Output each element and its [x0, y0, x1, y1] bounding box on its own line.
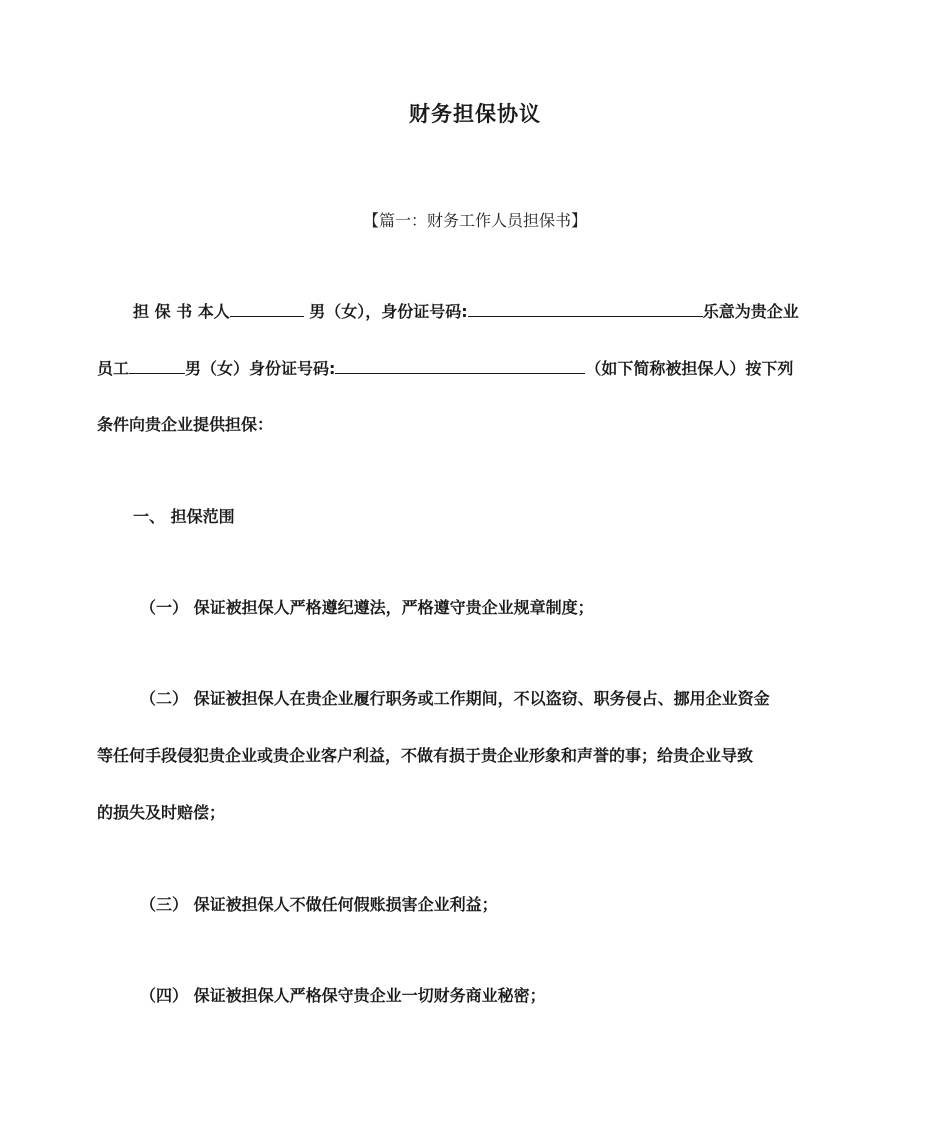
intro-line2-suffix: （如下简称被担保人）按下列	[585, 359, 794, 378]
intro-line-1	[133, 300, 853, 323]
intro-line1-mid: 男（女），身份证号码:	[303, 302, 468, 321]
section-heading-scope: 一、 担保范围	[133, 507, 235, 526]
employee-id-blank	[335, 357, 585, 374]
item-2-line-1: （二） 保证被担保人在贵企业履行职务或工作期间，不以盗窃、职务侵占、挪用企业资金	[140, 689, 770, 708]
intro-line-3: 条件向贵企业提供担保：	[97, 415, 274, 434]
document-title: 财务担保协议	[409, 102, 541, 126]
id-number-blank	[468, 300, 703, 317]
item-3: （三） 保证被担保人不做任何假账损害企业利益；	[140, 895, 498, 914]
document-subtitle: 【篇一：财务工作人员担保书】	[362, 211, 587, 230]
item-2-line-2: 等任何手段侵犯贵企业或贵企业客户利益，不做有损于贵企业形象和声誉的事；给贵企业导致	[97, 746, 754, 765]
intro-line2-prefix: 员工	[97, 359, 130, 378]
item-2-line-3: 的损失及时赔偿；	[97, 803, 226, 822]
intro-line1-prefix: 担 保 书 本人	[133, 302, 230, 321]
item-1: （一） 保证被担保人严格遵纪遵法，严格遵守贵企业规章制度；	[140, 598, 594, 617]
name-blank	[230, 300, 304, 317]
intro-line-2	[97, 357, 853, 380]
item-4: （四） 保证被担保人严格保守贵企业一切财务商业秘密；	[140, 986, 546, 1005]
intro-line1-suffix: 乐意为贵企业	[702, 302, 799, 321]
intro-line2-mid: 男（女）身份证号码:	[185, 359, 336, 378]
employee-name-blank	[129, 357, 185, 374]
